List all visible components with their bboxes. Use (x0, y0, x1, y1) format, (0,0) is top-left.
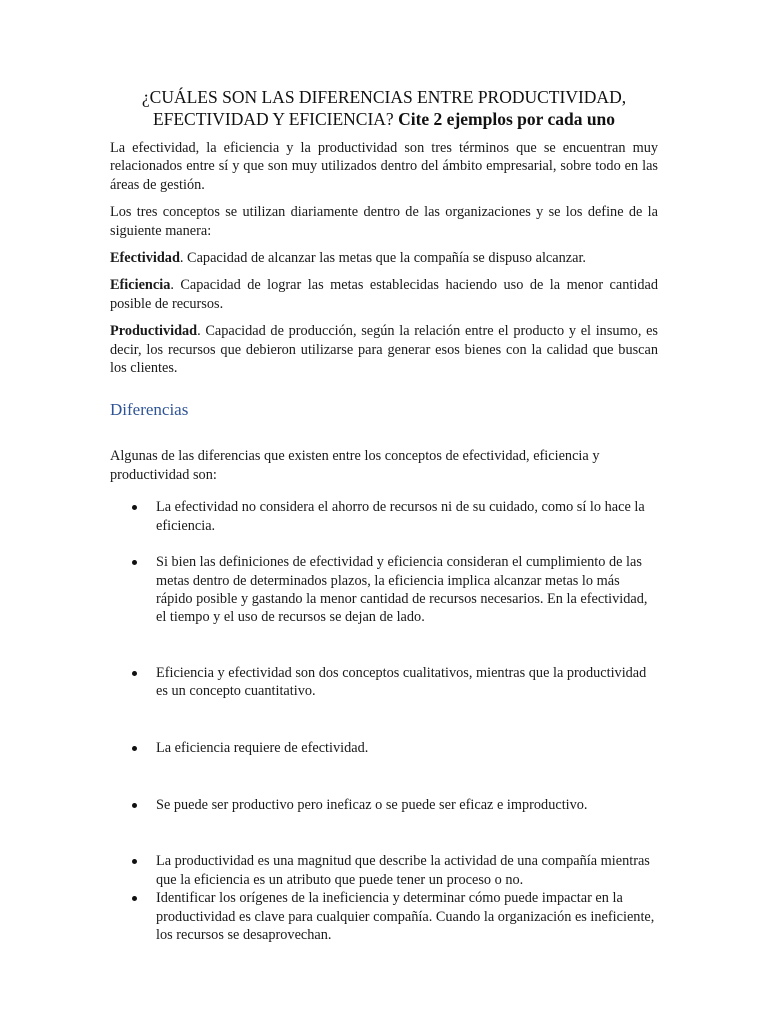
title-line-2 (110, 108, 658, 130)
document-title (110, 86, 658, 130)
list-item (110, 796, 658, 814)
bullet-icon (132, 896, 137, 901)
title-line-1: ¿CUÁLES SON LAS DIFERENCIAS ENTRE PRODUCTIVIDAD, (141, 87, 627, 107)
definition-productividad (110, 322, 658, 377)
definition-text: . Capacidad de alcanzar las metas que la compañía se dispuso alcanzar. (179, 250, 586, 267)
definition-eficiencia (110, 276, 658, 313)
bullet-icon (132, 671, 137, 676)
intro-paragraph-2: Los tres conceptos se utilizan diariamente dentro de las organizaciones y se los define de la siguiente manera: (110, 204, 658, 239)
list-item-text: Se puede ser productivo pero ineficaz o se puede ser eficaz e improductivo. (156, 796, 588, 813)
list-item-text: Identificar los orígenes de la ineficiencia y determinar cómo puede impactar en la productividad es clave para cualquier compañía. Cuando la organización es ineficiente, los recursos se desaprovechan. (156, 890, 655, 943)
list-item-text: Eficiencia y efectividad son dos conceptos cualitativos, mientras que la productividad es un concepto cuantitativo. (156, 664, 647, 700)
list-item-text: La efectividad no considera el ahorro de recursos ni de su cuidado, como sí lo hace la eficiencia. (156, 499, 645, 534)
definition-text: . Capacidad de producción, según la relación entre el producto y el insumo, es decir, los recursos que debieron utilizarse para generar esos bienes con la calidad que buscan los clientes. (110, 323, 658, 377)
list-item (110, 664, 658, 701)
intro-paragraph-1: La efectividad, la eficiencia y la productividad son tres términos que se encuentran muy relacionados entre sí y que son muy utilizados dentro del ámbito empresarial, sobre todo en las áreas de gestión. (110, 140, 658, 193)
definition-term: Productividad (110, 323, 198, 340)
list-item (110, 739, 658, 757)
bullet-icon (132, 803, 137, 808)
bullet-icon (132, 746, 137, 751)
list-item (110, 553, 658, 627)
document-page (110, 86, 658, 944)
list-item (110, 852, 658, 889)
list-item-text: La productividad es una magnitud que describe la actividad de una compañía mientras que la eficiencia es un atributo que puede tener un proceso o no. (156, 853, 650, 888)
differences-list (110, 498, 658, 944)
title-line-2-bold: Cite 2 ejemplos por cada uno (398, 109, 616, 129)
list-item (110, 889, 658, 944)
list-item-text: La eficiencia requiere de efectividad. (156, 739, 369, 756)
section-heading-diferencias: Diferencias (110, 400, 189, 420)
list-item-text: Si bien las definiciones de efectividad y eficiencia consideran el cumplimiento de las metas dentro de determinados plazos, la eficiencia implica alcanzar metas lo más rápido posible y gastando la menor cantidad de recursos necesarios. En la efectividad, el tiempo y el uso de recursos se dejan de lado. (156, 554, 648, 626)
definition-text: . Capacidad de lograr las metas establecidas haciendo uso de la menor cantidad posible de recursos. (110, 277, 658, 312)
list-item (110, 498, 658, 535)
title-line-2-normal: EFECTIVIDAD Y EFICIENCIA? (152, 109, 399, 129)
definition-efectividad (110, 249, 658, 267)
definition-term: Eficiencia (110, 277, 171, 294)
bullet-icon (132, 505, 137, 510)
section-intro: Algunas de las diferencias que existen entre los conceptos de efectividad, eficiencia y productividad son: (110, 448, 600, 483)
bullet-icon (132, 859, 137, 864)
definition-term: Efectividad (110, 250, 180, 267)
bullet-icon (132, 560, 137, 565)
